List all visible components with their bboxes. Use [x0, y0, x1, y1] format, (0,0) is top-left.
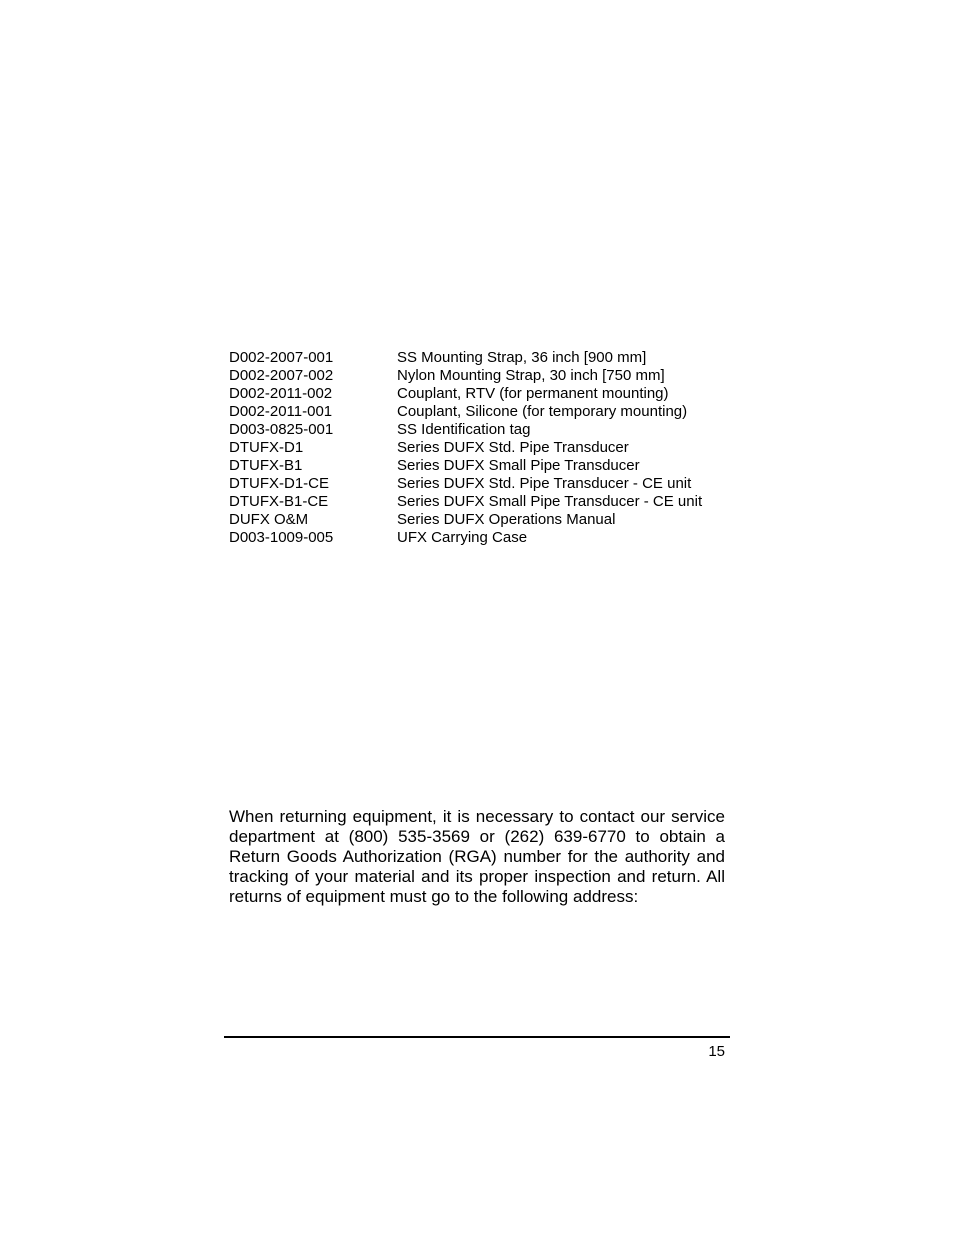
part-description: Couplant, RTV (for permanent mounting) [397, 385, 669, 402]
part-description: SS Mounting Strap, 36 inch [900 mm] [397, 349, 647, 366]
list-item [229, 439, 729, 457]
list-item [229, 493, 729, 511]
footer-divider [224, 1036, 730, 1038]
part-number: DTUFX-B1-CE [229, 493, 329, 510]
part-number: DTUFX-D1-CE [229, 475, 329, 492]
list-item [229, 529, 729, 547]
part-description: Series DUFX Std. Pipe Transducer [397, 439, 629, 456]
parts-list [229, 349, 729, 547]
list-item [229, 349, 729, 367]
part-description: SS Identification tag [397, 421, 531, 438]
page-number: 15 [708, 1043, 725, 1060]
list-item [229, 385, 729, 403]
part-description: Nylon Mounting Strap, 30 inch [750 mm] [397, 367, 665, 384]
part-description: Couplant, Silicone (for temporary mounting) [397, 403, 688, 420]
part-description: Series DUFX Std. Pipe Transducer - CE unit [397, 475, 692, 492]
part-description: Series DUFX Operations Manual [397, 511, 616, 528]
list-item [229, 403, 729, 421]
part-number: D002-2007-002 [229, 367, 334, 384]
part-number: D003-0825-001 [229, 421, 334, 438]
part-description: Series DUFX Small Pipe Transducer [397, 457, 640, 474]
part-number: D002-2011-002 [229, 385, 333, 402]
part-description: Series DUFX Small Pipe Transducer - CE unit [397, 493, 703, 510]
part-number: D002-2007-001 [229, 349, 334, 366]
part-number: DTUFX-D1 [229, 439, 304, 456]
part-number: DUFX O&M [229, 511, 309, 528]
list-item [229, 475, 729, 493]
list-item [229, 457, 729, 475]
list-item [229, 511, 729, 529]
part-description: UFX Carrying Case [397, 529, 528, 546]
list-item [229, 367, 729, 385]
part-number: D003-1009-005 [229, 529, 334, 546]
part-number: D002-2011-001 [229, 403, 333, 420]
part-number: DTUFX-B1 [229, 457, 303, 474]
list-item [229, 421, 729, 439]
returns-paragraph: When returning equipment, it is necessary to contact our service department at (800) 535-3569 or (262) 639-6770 to obtain a Return Goods Authorization (RGA) number for the authority and tracking of your material and its proper inspection and return. All returns of equipment must go to the following address: [229, 807, 725, 906]
